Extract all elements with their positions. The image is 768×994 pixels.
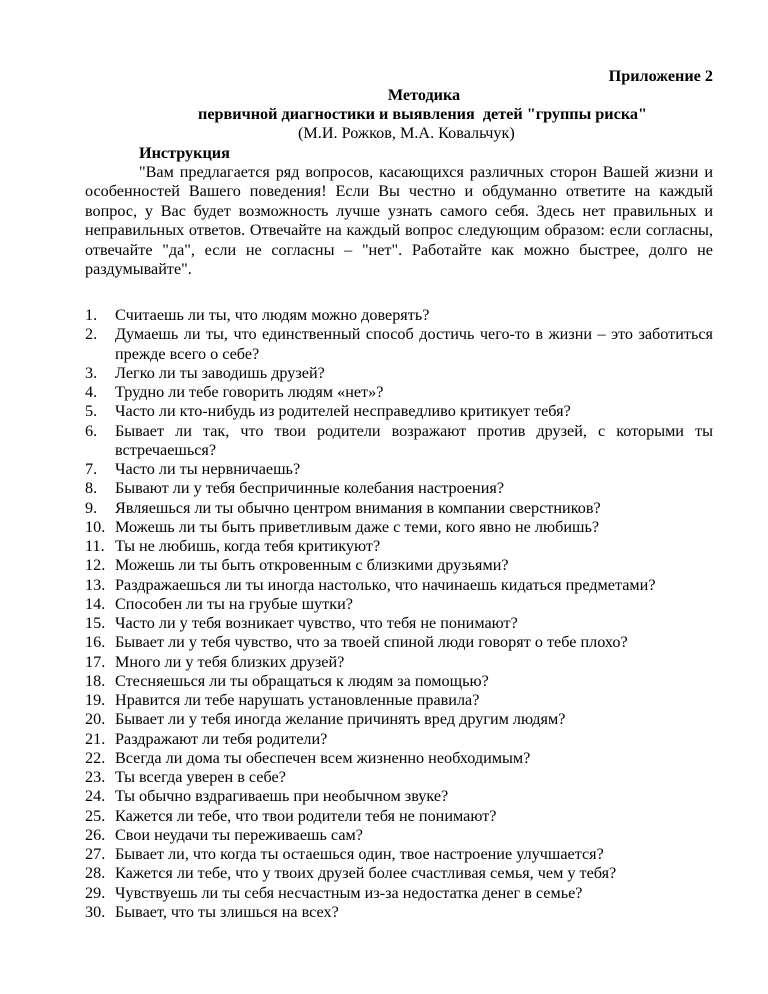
- question-item: [85, 653, 713, 672]
- question-number: 13.: [85, 575, 106, 594]
- question-text: Раздражают ли тебя родители?: [115, 729, 328, 748]
- question-number: 16.: [85, 633, 106, 652]
- question-item: [85, 556, 713, 575]
- question-text: Считаешь ли ты, что людям можно доверять?: [115, 306, 430, 324]
- question-text: Ты всегда уверен в себе?: [115, 768, 286, 786]
- question-number: 5.: [85, 402, 98, 421]
- question-text: Нравится ли тебе нарушать установленные правила?: [115, 691, 480, 709]
- question-item: [85, 325, 713, 364]
- question-text: Раздражаешься ли ты иногда настолько, что начинаешь кидаться предметами?: [115, 575, 656, 594]
- question-text: Бывает ли у тебя чувство, что за твоей спиной люди говорят о тебе плохо?: [115, 633, 628, 652]
- question-item: [85, 518, 713, 537]
- question-number: 23.: [85, 768, 106, 786]
- question-item: [85, 479, 713, 498]
- question-text: Часто ли ты нервничаешь?: [115, 460, 301, 478]
- appendix-label: Приложение 2: [608, 67, 713, 85]
- question-item: [85, 710, 713, 729]
- question-item: [85, 826, 713, 845]
- question-text: Часто ли у тебя возникает чувство, что тебя не понимают?: [115, 614, 518, 632]
- question-number: 3.: [85, 363, 98, 382]
- question-item: [85, 499, 713, 518]
- question-number: 11.: [85, 537, 105, 555]
- question-item: [85, 383, 713, 402]
- question-item: [85, 537, 713, 556]
- question-item: [85, 672, 713, 691]
- question-number: 10.: [85, 517, 106, 536]
- question-text: Трудно ли тебе говорить людям «нет»?: [115, 383, 384, 401]
- question-text: Являешься ли ты обычно центром внимания в компании сверстников?: [115, 498, 601, 517]
- question-number: 6.: [85, 421, 98, 440]
- question-item: [85, 787, 713, 806]
- question-text: Можешь ли ты быть откровенным с близкими друзьями?: [115, 556, 509, 575]
- question-text: Стесняешься ли ты обращаться к людям за помощью?: [115, 671, 489, 690]
- question-text: Кажется ли тебе, что у твоих друзей более счастливая семья, чем у тебя?: [115, 864, 617, 883]
- question-number: 28.: [85, 864, 106, 883]
- question-item: [85, 864, 713, 883]
- question-item: [85, 884, 713, 903]
- question-item: [85, 845, 713, 864]
- question-text: Чувствуешь ли ты себя несчастным из-за недостатка денег в семье?: [115, 883, 583, 902]
- question-text: Думаешь ли ты, что единственный способ достичь чего-то в жизни – это заботиться прежде всего о себе?: [115, 325, 713, 363]
- question-number: 26.: [85, 825, 106, 844]
- document-title: [0, 86, 768, 105]
- question-text: Бывает, что ты злишься на всех?: [115, 902, 339, 921]
- question-number: 4.: [85, 383, 98, 401]
- question-number: 18.: [85, 671, 106, 690]
- question-number: 30.: [85, 902, 106, 921]
- question-item: [85, 576, 713, 595]
- question-number: 21.: [85, 729, 106, 748]
- question-text: Бывает ли, что когда ты остаешься один, твое настроение улучшается?: [115, 845, 604, 863]
- question-number: 27.: [85, 845, 106, 863]
- question-text: Всегда ли дома ты обеспечен всем жизненно необходимым?: [115, 748, 531, 767]
- question-item: [85, 768, 713, 787]
- question-number: 7.: [85, 460, 98, 478]
- question-number: 17.: [85, 652, 106, 671]
- question-text: Можешь ли ты быть приветливым даже с теми, кого явно не любишь?: [115, 517, 600, 536]
- document-subtitle: первичной диагностики и выявления детей "группы риска": [198, 105, 647, 123]
- questions-list: [85, 306, 713, 922]
- question-item: [85, 364, 713, 383]
- question-item: [85, 749, 713, 768]
- question-item: [85, 595, 713, 614]
- question-number: 1.: [85, 306, 98, 324]
- question-number: 29.: [85, 883, 106, 902]
- question-text: Бывает ли так, что твои родители возражают против друзей, с которыми ты встречаешься?: [115, 421, 713, 459]
- question-item: [85, 730, 713, 749]
- question-item: [85, 402, 713, 421]
- question-number: 24.: [85, 787, 106, 806]
- question-number: 22.: [85, 748, 106, 767]
- question-number: 19.: [85, 691, 106, 709]
- question-text: Бывает ли у тебя иногда желание причинять вред другим людям?: [115, 710, 566, 729]
- question-number: 12.: [85, 556, 106, 575]
- title-text: Методика: [387, 86, 461, 104]
- question-number: 15.: [85, 614, 106, 632]
- question-item: [85, 633, 713, 652]
- document-authors: (М.И. Рожков, М.А. Ковальчук): [298, 124, 515, 142]
- question-item: [85, 807, 713, 826]
- question-item: [85, 306, 713, 325]
- question-text: Легко ли ты заводишь друзей?: [115, 363, 325, 382]
- question-item: [85, 422, 713, 461]
- question-item: [85, 903, 713, 922]
- question-item: [85, 614, 713, 633]
- question-text: Свои неудачи ты переживаешь сам?: [115, 825, 363, 844]
- question-item: [85, 460, 713, 479]
- instruction-heading: Инструкция: [139, 144, 230, 162]
- question-text: Кажется ли тебе, что твои родители тебя не понимают?: [115, 806, 497, 825]
- question-number: 8.: [85, 479, 98, 498]
- question-item: [85, 691, 713, 710]
- question-text: Ты обычно вздрагиваешь при необычном звуке?: [115, 787, 449, 806]
- question-number: 14.: [85, 594, 106, 613]
- question-text: Способен ли ты на грубые шутки?: [115, 594, 353, 613]
- question-text: Ты не любишь, когда тебя критикуют?: [115, 537, 381, 555]
- question-text: Часто ли кто-нибудь из родителей несправедливо критикует тебя?: [115, 402, 571, 421]
- question-number: 2.: [85, 325, 98, 344]
- instruction-text: "Вам предлагается ряд вопросов, касающихся различных сторон Вашей жизни и особенностей Вашего поведения! Если Вы честно и обдуманно ответите на каждый вопрос, у Вас будет возможность лучше узнать самого себя. Здесь нет правильных и неправильных ответов. Отвечайте на каждый вопрос следующим образом: если согласны, отвечайте "да", если не согласны – "нет". Работайте как можно быстрее, долго не раздумывайте".: [85, 163, 713, 279]
- question-number: 25.: [85, 806, 106, 825]
- question-text: Бывают ли у тебя беспричинные колебания настроения?: [115, 479, 505, 498]
- question-text: Много ли у тебя близких друзей?: [115, 652, 345, 671]
- question-number: 20.: [85, 710, 106, 729]
- question-number: 9.: [85, 498, 98, 517]
